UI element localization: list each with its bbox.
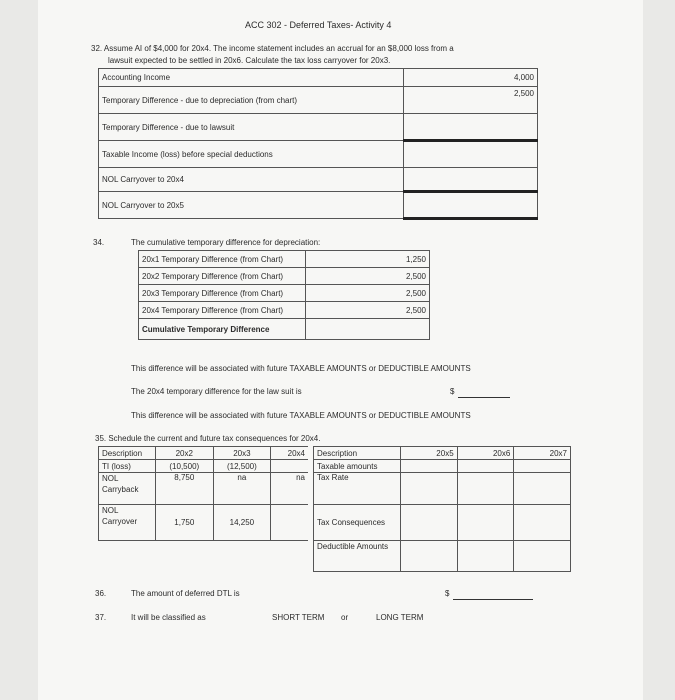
q35-input-cell[interactable]	[514, 541, 571, 572]
q35-cell: Tax Consequences	[314, 505, 401, 541]
table-row	[139, 319, 430, 340]
q35-cell: Tax Rate	[314, 473, 401, 505]
q34-value-cell[interactable]: 2,500	[306, 268, 430, 285]
q34-label-cell: 20x1 Temporary Difference (from Chart)	[139, 251, 306, 268]
q34-label-cell: 20x3 Temporary Difference (from Chart)	[139, 285, 306, 302]
q32-value-cell[interactable]	[404, 141, 538, 168]
q35-header-cell: 20x2	[156, 447, 214, 460]
q35-cell: TI (loss)	[99, 460, 156, 473]
q32-label-cell: Taxable Income (loss) before special deductions	[99, 141, 404, 168]
q32-prompt-line2: lawsuit expected to be settled in 20x6. Calculate the tax loss carryover for 20x3.	[108, 56, 391, 65]
page-title: ACC 302 - Deferred Taxes- Activity 4	[245, 20, 392, 30]
table-row	[99, 114, 538, 141]
q32-value-cell[interactable]	[404, 114, 538, 141]
table-row	[99, 69, 538, 87]
q32-label-cell: NOL Carryover to 20x5	[99, 192, 404, 219]
q32-value-cell[interactable]: 4,000	[404, 69, 538, 87]
table-row	[139, 302, 430, 319]
q35-input-cell[interactable]	[401, 541, 458, 572]
table-row	[99, 473, 309, 505]
q35-cell[interactable]	[271, 460, 308, 473]
q35-header-cell: 20x3	[213, 447, 271, 460]
q34-label-cell: 20x2 Temporary Difference (from Chart)	[139, 268, 306, 285]
q37-or: or	[341, 613, 349, 622]
q32-prompt-line1: 32. Assume AI of $4,000 for 20x4. The income statement includes an accrual for an $8,000 loss from a	[91, 44, 454, 53]
q37-text: It will be classified as	[131, 613, 206, 622]
table-row	[99, 168, 538, 192]
q35-header-cell: 20x7	[514, 447, 571, 460]
table-row	[99, 192, 538, 219]
table-row	[314, 541, 571, 572]
q32-value-cell[interactable]	[404, 168, 538, 192]
q32-table	[98, 68, 538, 220]
q35-cell[interactable]	[271, 505, 308, 541]
table-row	[99, 505, 309, 541]
q34-intro: The cumulative temporary difference for depreciation:	[131, 238, 321, 247]
q35-cell: Taxable amounts	[314, 460, 401, 473]
q35-cell[interactable]: (12,500)	[213, 460, 271, 473]
q35-cell: NOL Carryback	[99, 473, 156, 505]
table-row	[314, 505, 571, 541]
table-row	[99, 87, 538, 114]
q35-input-cell[interactable]	[401, 505, 458, 541]
q35-input-cell[interactable]	[401, 473, 458, 505]
table-row	[139, 285, 430, 302]
q35-input-cell[interactable]	[457, 505, 514, 541]
q35-cell: NOL Carryover	[99, 505, 156, 541]
q37-long-term-option[interactable]: LONG TERM	[376, 613, 424, 622]
q35-input-cell[interactable]	[514, 460, 571, 473]
q34-table	[138, 250, 430, 340]
q35-header-cell: 20x6	[457, 447, 514, 460]
q35-header-cell: 20x4	[271, 447, 308, 460]
q35-cell[interactable]: (10,500)	[156, 460, 214, 473]
q32-label-cell: NOL Carryover to 20x4	[99, 168, 404, 192]
q32-label-cell: Accounting Income	[99, 69, 404, 87]
q35-cell[interactable]: 1,750	[156, 505, 214, 541]
q34-value-cell[interactable]: 2,500	[306, 285, 430, 302]
q32-label-cell: Temporary Difference - due to depreciation (from chart)	[99, 87, 404, 114]
q36-text: The amount of deferred DTL is	[131, 589, 240, 598]
q35-input-cell[interactable]	[457, 473, 514, 505]
q32-label-cell: Temporary Difference - due to lawsuit	[99, 114, 404, 141]
q35-cell: Deductible Amounts	[314, 541, 401, 572]
table-row	[99, 141, 538, 168]
q34-line1: This difference will be associated with future TAXABLE AMOUNTS or DEDUCTIBLE AMOUNTS	[131, 364, 471, 373]
q34-line2: The 20x4 temporary difference for the law suit is	[131, 387, 302, 396]
q35-left-table	[98, 446, 308, 541]
table-row	[139, 268, 430, 285]
q34-value-cell[interactable]: 2,500	[306, 302, 430, 319]
q36-number: 36.	[95, 589, 107, 598]
q35-input-cell[interactable]	[401, 460, 458, 473]
q35-cell[interactable]: 14,250	[213, 505, 271, 541]
q35-input-cell[interactable]	[514, 505, 571, 541]
q35-header-cell: 20x5	[401, 447, 458, 460]
table-row	[99, 447, 309, 460]
q32-value-cell[interactable]	[404, 192, 538, 219]
q35-right-table	[313, 446, 571, 572]
q34-label-cell: 20x4 Temporary Difference (from Chart)	[139, 302, 306, 319]
table-row	[314, 460, 571, 473]
table-row	[314, 447, 571, 460]
q35-input-cell[interactable]	[457, 460, 514, 473]
q32-value-cell[interactable]: 2,500	[404, 87, 538, 114]
table-row	[139, 251, 430, 268]
q34-number: 34.	[93, 238, 105, 247]
q35-input-cell[interactable]	[457, 541, 514, 572]
q36-answer-line[interactable]	[453, 599, 533, 600]
q35-title: 35. Schedule the current and future tax consequences for 20x4.	[95, 434, 321, 443]
q36-dollar: $	[445, 589, 450, 598]
table-row	[99, 460, 309, 473]
q34-value-cell[interactable]	[306, 319, 430, 340]
q35-input-cell[interactable]	[514, 473, 571, 505]
q34-answer-line[interactable]	[458, 397, 510, 398]
worksheet-page	[38, 0, 643, 700]
q37-short-term-option[interactable]: SHORT TERM	[272, 613, 325, 622]
q34-label-cell: Cumulative Temporary Difference	[139, 319, 306, 340]
q35-cell[interactable]: 8,750	[156, 473, 214, 505]
table-row	[314, 473, 571, 505]
q35-header-cell: Description	[314, 447, 401, 460]
q34-line3: This difference will be associated with future TAXABLE AMOUNTS or DEDUCTIBLE AMOUNTS	[131, 411, 471, 420]
q37-number: 37.	[95, 613, 107, 622]
q34-value-cell[interactable]: 1,250	[306, 251, 430, 268]
q34-dollar: $	[450, 387, 455, 396]
q35-cell[interactable]: na	[213, 473, 271, 505]
q35-header-cell: Description	[99, 447, 156, 460]
q35-cell[interactable]: na	[271, 473, 308, 505]
